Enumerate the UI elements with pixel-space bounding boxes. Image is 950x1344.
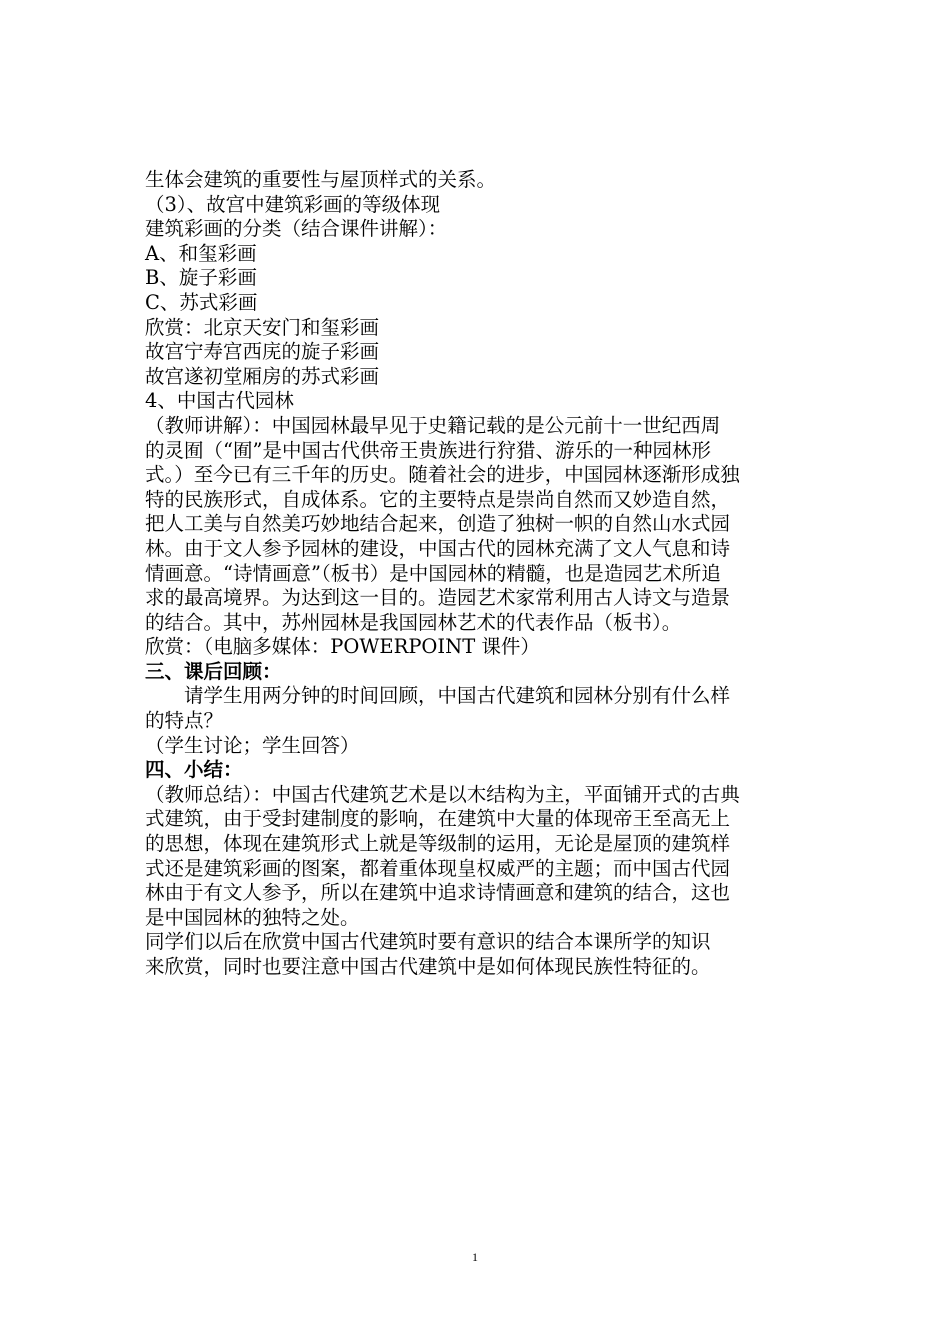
text-line: 故宫宁寿宫西庑的旋子彩画 — [145, 340, 380, 364]
text-line: （教师总结）：中国古代建筑艺术是以木结构为主，平面铺开式的古典 — [145, 782, 740, 806]
text-line: 来欣赏，同时也要注意中国古代建筑中是如何体现民族性特征的。 — [145, 955, 711, 978]
text-line: A、和玺彩画 — [145, 241, 257, 265]
text-line: 林。由于文人参予园林的建设，中国古代的园林充满了文人气息和诗 — [145, 536, 731, 560]
text-line: 生体会建筑的重要性与屋顶样式的关系。 — [145, 168, 497, 191]
text-line: 欣赏：北京天安门和玺彩画 — [145, 315, 380, 339]
text-line: 把人工美与自然美巧妙地结合起来，创造了独树一帜的自然山水式园 — [145, 512, 731, 536]
text-line: 欣赏：（电脑多媒体：POWERPOINT 课件） — [145, 635, 540, 659]
text-line: 林由于有文人参予，所以在建筑中追求诗情画意和建筑的结合，这也 — [145, 881, 731, 905]
text-line: 求的最高境界。为达到这一目的。造园艺术家常利用古人诗文与造景 — [145, 586, 731, 610]
text-line: 式建筑，由于受封建制度的影响，在建筑中大量的体现帝王至高无上 — [145, 807, 731, 831]
page-number: 1 — [472, 1250, 478, 1264]
text-line: （学生讨论；学生回答） — [145, 733, 360, 757]
section-heading: 四、小结： — [145, 758, 243, 782]
text-line: 特的民族形式，自成体系。它的主要特点是崇尚自然而又妙造自然， — [145, 487, 731, 511]
text-line: （3）、故宫中建筑彩画的等级体现 — [145, 192, 441, 216]
text-line: 的思想，体现在建筑形式上就是等级制的运用，无论是屋顶的建筑样 — [145, 832, 731, 856]
text-line: 式。）至今已有三千年的历史。随着社会的进步，中国园林逐渐形成独 — [145, 463, 740, 487]
text-line: 建筑彩画的分类（结合课件讲解）： — [145, 217, 448, 241]
text-line: 情画意。“诗情画意”（板书）是中国园林的精髓，也是造园艺术所追 — [145, 561, 721, 585]
text-line: 的结合。其中，苏州园林是我国园林艺术的代表作品（板书）。 — [145, 610, 682, 634]
text-line: （教师讲解）：中国园林最早见于史籍记载的是公元前十一世纪西周 — [145, 413, 721, 437]
document-body — [145, 168, 810, 980]
text-line: 故宫遂初堂厢房的苏式彩画 — [145, 364, 380, 388]
text-line: 同学们以后在欣赏中国古代建筑时要有意识的结合本课所学的知识 — [145, 930, 711, 954]
text-line: 的特点？ — [145, 709, 224, 733]
section-heading: 三、课后回顾： — [145, 659, 282, 683]
text-line: B、旋子彩画 — [145, 266, 257, 290]
text-line: 是中国园林的独特之处。 — [145, 905, 360, 929]
text-line: 式还是建筑彩画的图案，都着重体现皇权威严的主题；而中国古代园 — [145, 856, 731, 880]
text-line: 的灵囿（“囿”是中国古代供帝王贵族进行狩猎、游乐的一种园林形 — [145, 438, 711, 462]
text-line: 4、中国古代园林 — [145, 389, 294, 413]
text-line: 请学生用两分钟的时间回顾，中国古代建筑和园林分别有什么样 — [184, 684, 731, 708]
text-line: C、苏式彩画 — [145, 290, 258, 314]
